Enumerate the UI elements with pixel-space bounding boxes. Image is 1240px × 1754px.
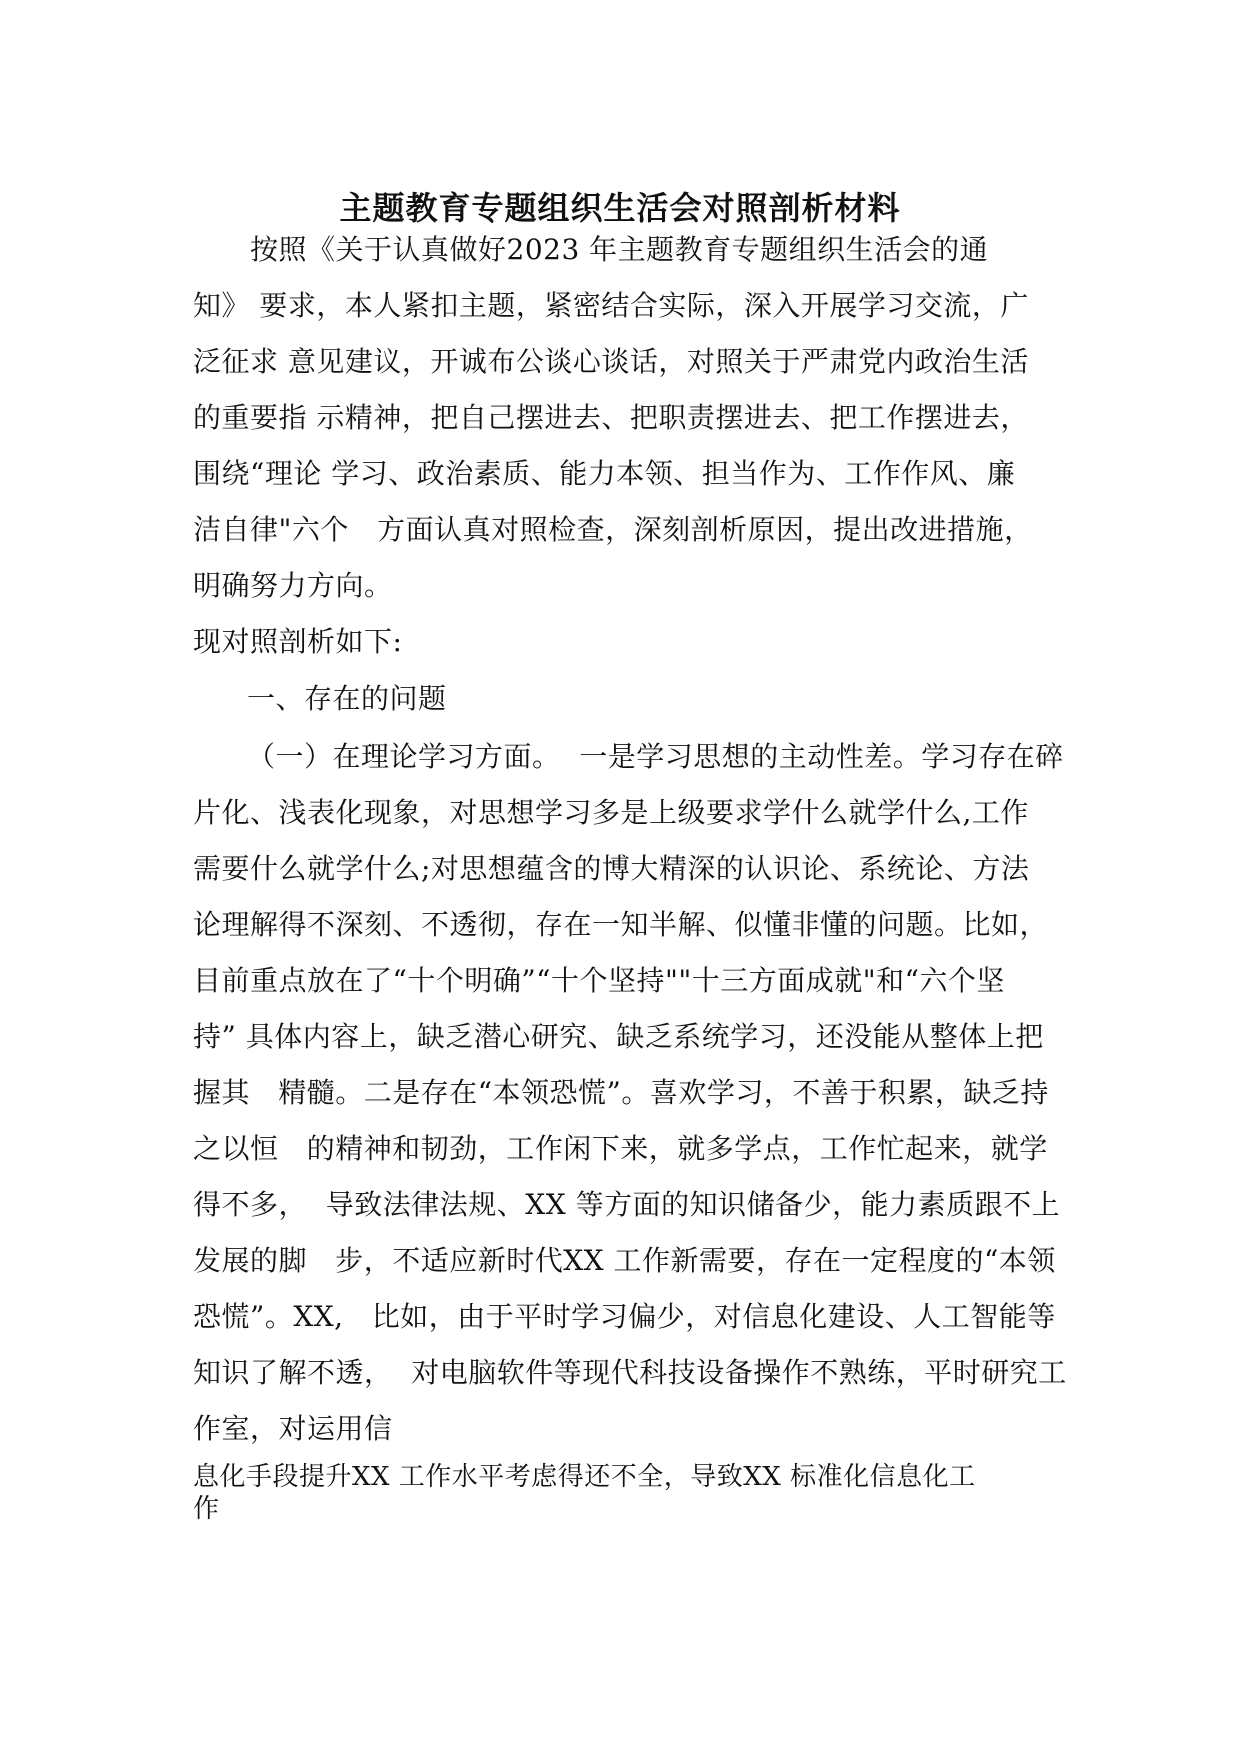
paragraph-line: 持” 具体内容上，缺乏潜心研究、缺乏系统学习，还没能从整体上把 — [193, 1020, 1044, 1053]
paragraph-line: 知识了解不透， 对电脑软件等现代科技设备操作不熟练，平时研究工 — [193, 1356, 1067, 1389]
paragraph-line: 洁自律"六个 方面认真对照检查，深刻剖析原因，提出改进措施， — [193, 513, 1033, 546]
paragraph-line: 之以恒 的精神和韧劲，工作闲下来，就多学点，工作忙起来，就学 — [193, 1132, 1048, 1165]
paragraph-line: 围绕“理论 学习、政治素质、能力本领、担当作为、工作作风、廉 — [193, 457, 1016, 490]
paragraph-line: 论理解得不深刻、不透彻，存在一知半解、似懂非懂的问题。比如， — [193, 908, 1049, 941]
paragraph-line: 片化、浅表化现象，对思想学习多是上级要求学什么就学什么,工作 — [193, 796, 1029, 829]
paragraph-line: 需要什么就学什么;对思想蕴含的博大精深的认识论、系统论、方法 — [193, 852, 1030, 885]
paragraph-line: 发展的脚 步，不适应新时代XX 工作新需要，存在一定程度的“本领 — [193, 1244, 1056, 1277]
paragraph-line: （一）在理论学习方面。 一是学习思想的主动性差。学习存在碎 — [247, 740, 1064, 773]
paragraph-line: 目前重点放在了“十个明确”“十个坚持""十三方面成就"和“六个坚 — [193, 964, 1005, 997]
document-title: 主题教育专题组织生活会对照剖析材料 — [339, 189, 901, 227]
paragraph-line: 息化手段提升XX 工作水平考虑得还不全，导致XX 标准化信息化工 — [193, 1462, 976, 1492]
paragraph-line: 作 — [193, 1494, 220, 1524]
section-heading: 一、存在的问题 — [247, 682, 447, 715]
paragraph-line: 作室，对运用信 — [193, 1412, 393, 1445]
paragraph-line: 现对照剖析如下: — [193, 625, 403, 658]
paragraph-line: 的重要指 示精神，把自己摆进去、把职责摆进去、把工作摆进去， — [193, 401, 1029, 434]
paragraph-line: 恐慌”。XX, 比如，由于平时学习偏少，对信息化建设、人工智能等 — [193, 1300, 1056, 1333]
paragraph-line: 知》 要求，本人紧扣主题，紧密结合实际，深入开展学习交流，广 — [193, 289, 1029, 322]
paragraph-line: 按照《关于认真做好2023 年主题教育专题组织生活会的通 — [250, 233, 989, 266]
paragraph-line: 握其 精髓。二是存在“本领恐慌”。喜欢学习，不善于积累，缺乏持 — [193, 1076, 1049, 1109]
paragraph-line: 明确努力方向。 — [193, 569, 393, 602]
paragraph-line: 泛征求 意见建议，开诚布公谈心谈话，对照关于严肃党内政治生活 — [193, 345, 1029, 378]
paragraph-line: 得不多， 导致法律法规、XX 等方面的知识储备少，能力素质跟不上 — [193, 1188, 1061, 1221]
